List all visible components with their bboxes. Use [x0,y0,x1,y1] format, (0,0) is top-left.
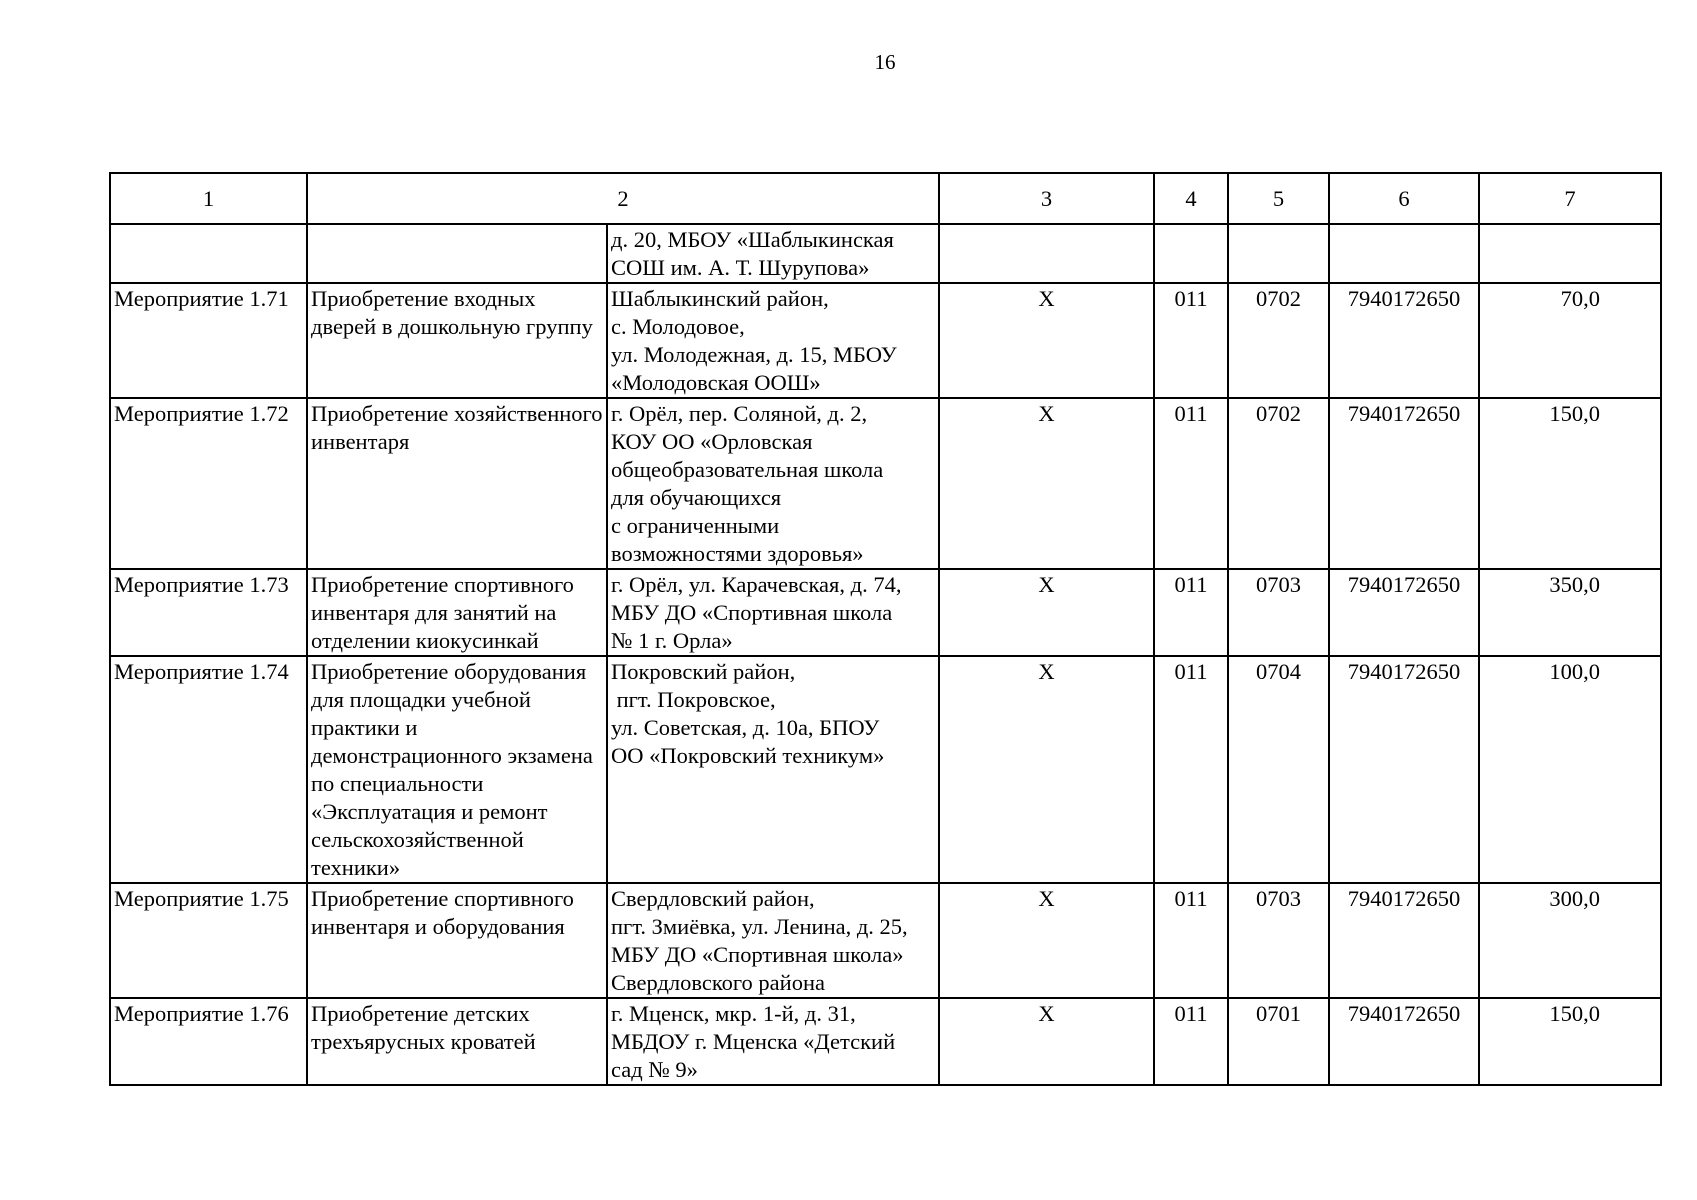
col5-cell: 0701 [1228,998,1329,1085]
address-line: МБУ ДО «Спортивная школа [611,600,893,625]
measure-cell: Мероприятие 1.72 [110,398,307,569]
amount-cell [1479,224,1661,283]
header-cell-4: 4 [1154,173,1228,224]
col6-cell [1329,224,1479,283]
measure-name-cell: Приобретение спортивного инвентаря для занятий на отделении киокусинкай [307,569,607,656]
col6-cell: 7940172650 [1329,283,1479,398]
col4-cell: 011 [1154,998,1228,1085]
table-body [110,173,1661,1085]
measure-cell [110,224,307,283]
address-cell [607,398,939,569]
measure-name-cell: Приобретение входных дверей в дошкольную группу [307,283,607,398]
address-line: СОШ им. А. Т. Шурупова» [611,255,870,280]
address-line: Шаблыкинский район, [611,286,829,311]
address-line: МБДОУ г. Мценска «Детский [611,1029,896,1054]
amount-cell: 150,0 [1479,398,1661,569]
address-line: МБУ ДО «Спортивная школа» [611,942,904,967]
col6-cell: 7940172650 [1329,398,1479,569]
header-cell-2: 2 [307,173,939,224]
col6-cell: 7940172650 [1329,883,1479,998]
address-cell [607,883,939,998]
col5-cell: 0702 [1228,283,1329,398]
measure-name-cell: Приобретение оборудования для площадки учебной практики и демонстрационного экзамена по специальности «Эксплуатация и ремонт сельскохозяйственной техники» [307,656,607,883]
address-line: «Молодовская ООШ» [611,370,821,395]
amount-cell: 300,0 [1479,883,1661,998]
col3-cell: Х [939,883,1154,998]
header-cell-5: 5 [1228,173,1329,224]
address-line: г. Орёл, ул. Карачевская, д. 74, [611,572,902,597]
col6-cell: 7940172650 [1329,656,1479,883]
col3-cell: Х [939,398,1154,569]
table-row [110,398,1661,569]
measure-cell: Мероприятие 1.74 [110,656,307,883]
address-line: с. Молодовое, [611,314,745,339]
col3-cell: Х [939,283,1154,398]
col5-cell [1228,224,1329,283]
col4-cell: 011 [1154,883,1228,998]
measure-cell: Мероприятие 1.73 [110,569,307,656]
address-line: Свердловский район, [611,886,815,911]
table-row [110,883,1661,998]
table-row [110,998,1661,1085]
col3-cell: Х [939,569,1154,656]
address-line: ул. Молодежная, д. 15, МБОУ [611,342,897,367]
address-line: пгт. Покровское, [611,687,776,712]
address-line: д. 20, МБОУ «Шаблыкинская [611,227,894,252]
col4-cell: 011 [1154,283,1228,398]
address-line: № 1 г. Орла» [611,628,733,653]
col3-cell: Х [939,656,1154,883]
col5-cell: 0702 [1228,398,1329,569]
address-line: г. Мценск, мкр. 1-й, д. 31, [611,1001,856,1026]
measure-name-cell: Приобретение детских трехъярусных кроватей [307,998,607,1085]
address-line: для обучающихся [611,485,782,510]
address-line: общеобразовательная школа [611,457,884,482]
address-cell [607,656,939,883]
amount-cell: 70,0 [1479,283,1661,398]
col5-cell: 0704 [1228,656,1329,883]
header-cell-3: 3 [939,173,1154,224]
address-line: возможностями здоровья» [611,541,864,566]
table-row [110,283,1661,398]
address-line: ул. Советская, д. 10а, БПОУ [611,715,880,740]
address-line: КОУ ОО «Орловская [611,429,813,454]
address-line: ОО «Покровский техникум» [611,743,885,768]
col4-cell [1154,224,1228,283]
measure-name-cell: Приобретение спортивного инвентаря и оборудования [307,883,607,998]
header-cell-7: 7 [1479,173,1661,224]
measure-cell: Мероприятие 1.75 [110,883,307,998]
measure-cell: Мероприятие 1.71 [110,283,307,398]
table-row [110,569,1661,656]
table-row [110,656,1661,883]
address-cell [607,224,939,283]
address-line: Свердловского района [611,970,825,995]
col3-cell [939,224,1154,283]
header-cell-1: 1 [110,173,307,224]
col5-cell: 0703 [1228,569,1329,656]
col4-cell: 011 [1154,569,1228,656]
page-number: 16 [874,50,896,74]
col4-cell: 011 [1154,398,1228,569]
col4-cell: 011 [1154,656,1228,883]
header-row [110,173,1661,224]
col6-cell: 7940172650 [1329,569,1479,656]
address-line: сад № 9» [611,1057,698,1082]
amount-cell: 100,0 [1479,656,1661,883]
measure-name-cell [307,224,607,283]
address-line: с ограниченными [611,513,780,538]
header-cell-6: 6 [1329,173,1479,224]
col5-cell: 0703 [1228,883,1329,998]
address-line: г. Орёл, пер. Соляной, д. 2, [611,401,868,426]
address-cell [607,283,939,398]
address-cell [607,569,939,656]
measure-name-cell: Приобретение хозяйственного инвентаря [307,398,607,569]
amount-cell: 350,0 [1479,569,1661,656]
address-line: пгт. Змиёвка, ул. Ленина, д. 25, [611,914,908,939]
address-line: Покровский район, [611,659,796,684]
col6-cell: 7940172650 [1329,998,1479,1085]
measure-cell: Мероприятие 1.76 [110,998,307,1085]
amount-cell: 150,0 [1479,998,1661,1085]
budget-measures-table [109,172,1662,1086]
address-cell [607,998,939,1085]
table-row [110,224,1661,283]
col3-cell: Х [939,998,1154,1085]
